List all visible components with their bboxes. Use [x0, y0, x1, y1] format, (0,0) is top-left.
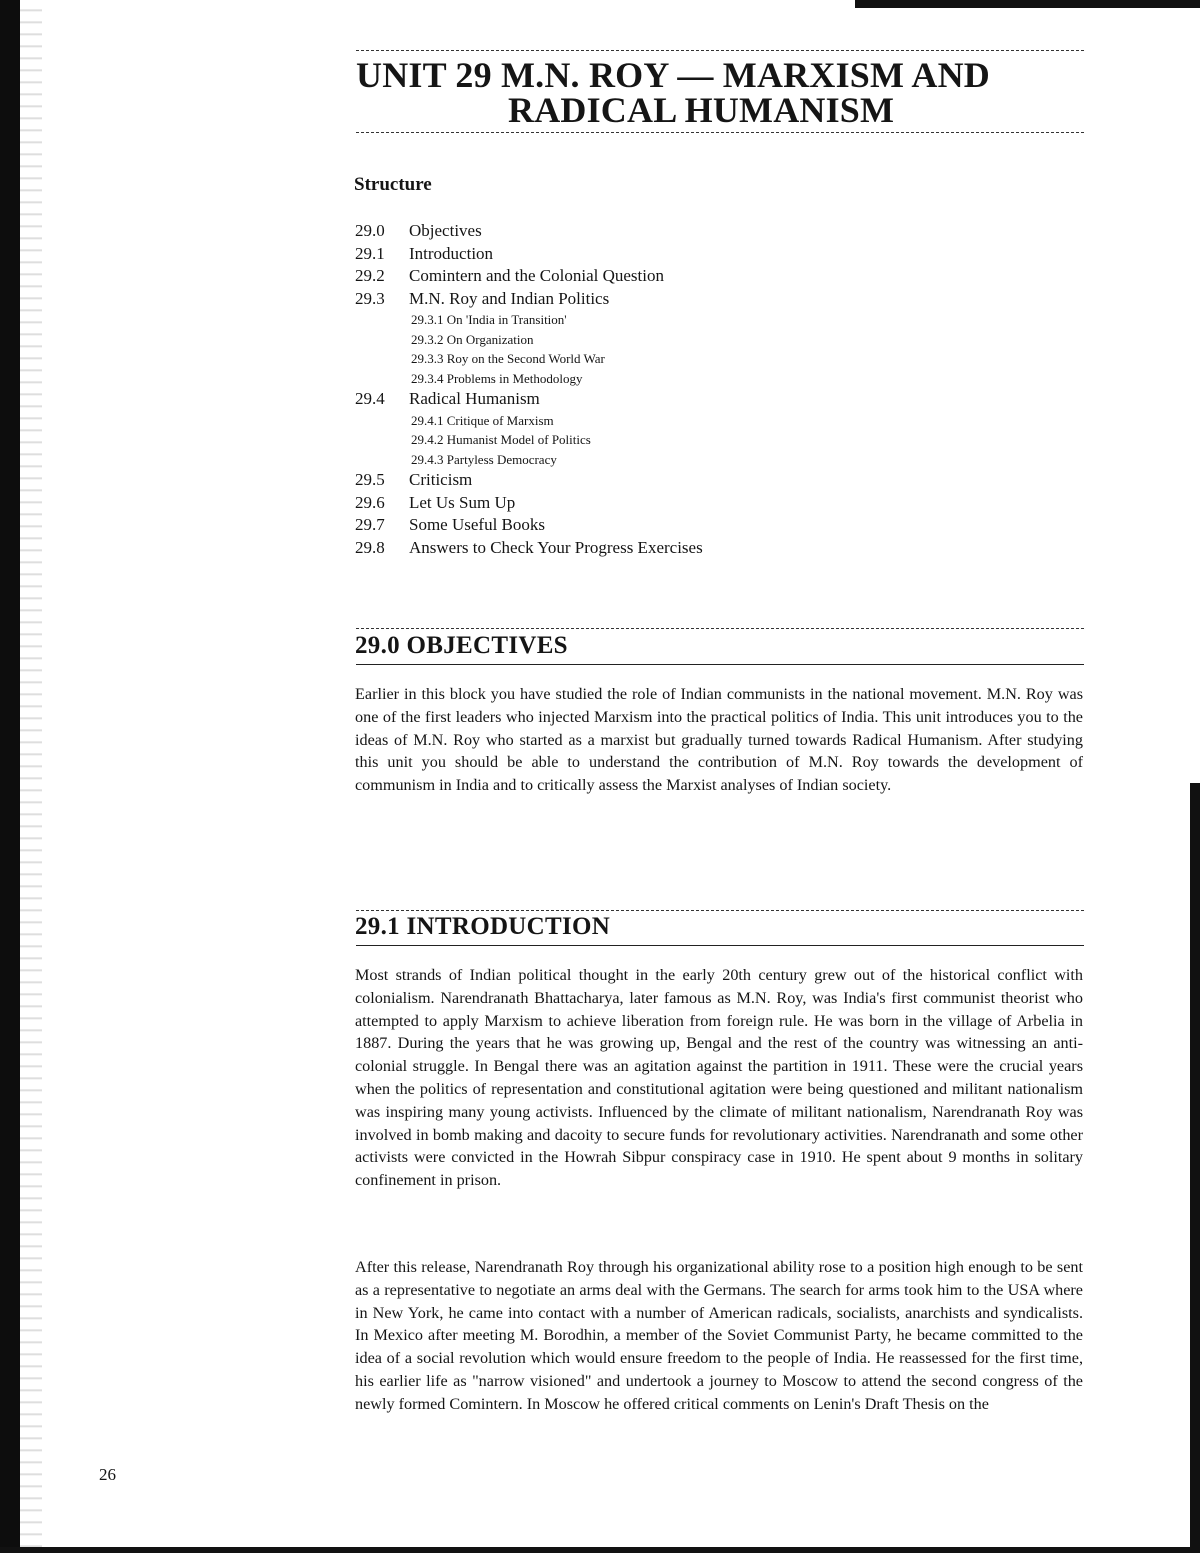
title-top-rule [356, 50, 1084, 51]
toc-item-label: Criticism [409, 470, 473, 489]
introduction-heading: 29.1 INTRODUCTION [355, 913, 611, 940]
introduction-top-rule [356, 910, 1084, 911]
scan-left-border [0, 0, 20, 1553]
toc-subitem: 29.3.4 Problems in Methodology [411, 370, 583, 386]
introduction-paragraph-2: After this release, Narendranath Roy through his organizational ability rose to a position high enough to be sent as a representative to negotiate an arms deal with the Germans. The search for arms took him to the USA where in New York, he came into contact with a number of American radicals, socialists, anarchists and syndicalists. In Mexico after meeting M. Borodhin, a member of the Soviet Communist Party, he became committed to the idea of a social revolution which would ensure freedom to the people of India. He reassessed for the first time, his earlier life as "narrow visioned" and undertook a journey to Moscow to attend the second congress of the newly formed Comintern. In Moscow he offered critical comments on Lenin's Draft Thesis on the [355, 1258, 1083, 1413]
page-number: 26 [99, 1465, 116, 1484]
toc-item-label: Comintern and the Colonial Question [409, 266, 664, 285]
toc-item-label: Objectives [409, 221, 482, 240]
toc-item-number: 29.6 [355, 492, 385, 512]
table-of-contents [355, 220, 1075, 559]
toc-subitem: 29.3.1 On 'India in Transition' [411, 312, 567, 327]
toc-item-number: 29.2 [355, 266, 385, 285]
toc-item [355, 243, 1075, 266]
toc-item-number: 29.3 [355, 288, 385, 308]
objectives-heading: 29.0 OBJECTIVES [355, 632, 568, 659]
unit-title-line2: RADICAL HUMANISM [508, 90, 895, 130]
toc-subitem: 29.4.3 Partyless Democracy [411, 451, 557, 467]
unit-title [356, 55, 1096, 130]
toc-item [355, 220, 1075, 243]
objectives-top-rule [356, 628, 1084, 629]
toc-item-label: Radical Humanism [409, 389, 540, 408]
toc-item [355, 492, 1075, 515]
toc-item-label: Let Us Sum Up [409, 492, 516, 512]
toc-item-number: 29.0 [355, 221, 385, 240]
toc-item-label: Answers to Check Your Progress Exercises [409, 537, 703, 557]
objectives-bottom-rule [356, 664, 1084, 665]
introduction-paragraph-1: Most strands of Indian political thought in the early 20th century grew out of the historical conflict with colonialism. Narendranath Bhattacharya, later famous as M.N. Roy, was India's first communist theorist who attempted to apply Marxism to achieve liberation from foreign rule. He was born in the village of Arbelia in 1887. During the years that he was growing up, Bengal and the rest of the country was witnessing an anti-colonial struggle. In Bengal there was an agitation against the partition in 1911. These were the crucial years when the politics of representation and constitutional agitation were being questioned and militant nationalism was inspiring many young activists. Influenced by the climate of militant nationalism, Narendranath Roy was involved in bomb making and dacoity to secure funds for revolutionary activities. Narendranath and some other activists were convicted in the Howrah Sibpur conspiracy case in 1910. He spent about 9 months in solitary confinement in prison. [355, 966, 1083, 1190]
toc-item-number: 29.4 [355, 389, 385, 408]
scan-top-border [855, 0, 1200, 8]
toc-item [355, 469, 1075, 492]
scan-left-noise [20, 0, 42, 1553]
toc-item [355, 388, 1075, 411]
toc-item-label: M.N. Roy and Indian Politics [409, 288, 610, 308]
toc-item-number: 29.7 [355, 515, 385, 534]
introduction-bottom-rule [356, 945, 1084, 946]
toc-item-number: 29.1 [355, 243, 385, 263]
toc-item [355, 265, 1075, 288]
toc-item-label: Introduction [409, 243, 494, 263]
toc-item-number: 29.8 [355, 537, 385, 557]
scan-right-border [1190, 783, 1200, 1553]
toc-subitem: 29.3.3 Roy on the Second World War [411, 351, 605, 366]
toc-item [355, 537, 1075, 560]
scan-bottom-border [0, 1547, 1200, 1553]
toc-item [355, 288, 1075, 311]
toc-item-number: 29.5 [355, 470, 385, 489]
unit-title-line1: UNIT 29 M.N. ROY — MARXISM AND [356, 55, 990, 95]
objectives-paragraph: Earlier in this block you have studied the role of Indian communists in the national movement. M.N. Roy was one of the first leaders who injected Marxism into the practical politics of India. This unit introduces you to the ideas of M.N. Roy who started as a marxist but gradually turned towards Radical Humanism. After studying this unit you should be able to understand the contribution of M.N. Roy towards the development of communism in India and to critically assess the Marxist analyses of Indian society. [355, 685, 1083, 795]
toc-item [355, 514, 1075, 537]
toc-subitem: 29.3.2 On Organization [411, 331, 534, 347]
toc-subitem: 29.4.2 Humanist Model of Politics [411, 432, 591, 447]
toc-subitem: 29.4.1 Critique of Marxism [411, 412, 554, 428]
structure-heading: Structure [354, 174, 432, 195]
title-bottom-rule [356, 132, 1084, 133]
toc-item-label: Some Useful Books [409, 515, 545, 534]
